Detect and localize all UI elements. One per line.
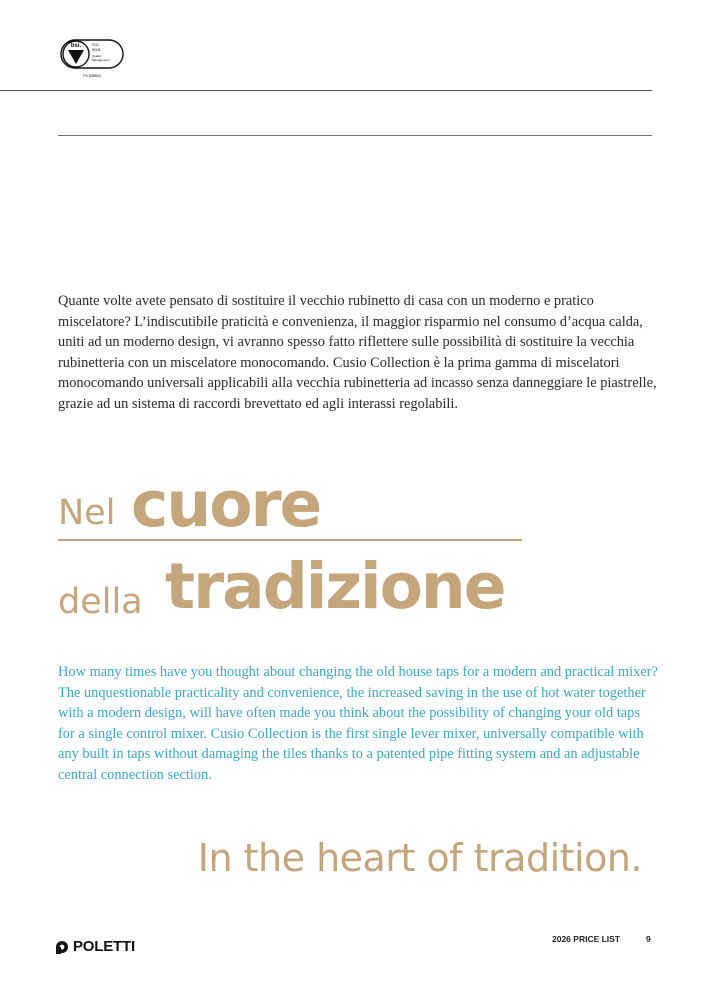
top-divider <box>0 90 652 91</box>
poletti-mark-icon <box>55 940 71 954</box>
english-tagline: In the heart of tradition. <box>197 836 642 880</box>
badge-line2: 9001 <box>92 47 101 52</box>
badge-mark: bsi. <box>70 43 82 49</box>
badge-line4: Management <box>92 58 110 62</box>
headline-word-della: della <box>58 582 143 622</box>
iso-certification-badge <box>60 38 126 80</box>
badge-cert-code: FS 558834 <box>83 74 101 78</box>
intro-paragraph-english: How many times have you thought about changing the old house taps for a modern and practical mixer? The unquestionable practicality and convenience, the increased saving in the use of hot water together with a modern design, will have often made you think about the possibility of changing your old taps for a single control mixer. Cusio Collection is the first single lever mixer, universally compatible with any built in taps without damaging the tiles thanks to a patented pipe fitting system and an adjustable central connection section. <box>58 664 658 783</box>
page-number: 9 <box>646 934 651 944</box>
badge-line3: Quality <box>92 54 102 58</box>
section-divider <box>58 135 652 136</box>
brand-logo <box>55 938 135 955</box>
headline-divider <box>58 539 522 541</box>
headline-word-nel: Nel <box>58 493 116 533</box>
badge-line1: ISO <box>92 42 99 47</box>
brand-name: POLETTI <box>73 938 135 955</box>
intro-paragraph-italian: Quante volte avete pensato di sostituire il vecchio rubinetto di casa con un moderno e pratico miscelatore? L’indiscutibile praticità e convenienza, il maggior risparmio nel consumo d’acqua calda, uniti ad un moderno design, vi avranno spesso fatto riflettere sulle possibilità di sostituire la vecchia rubinetteria con un miscelatore monocomando. Cusio Collection è la prima gamma di miscelatori monocomando universali applicabili alla vecchia rubinetteria ad incasso senza danneggiare le piastrelle, grazie ad un sistema di raccordi brevettato ed agli interassi regolabili. <box>58 293 657 412</box>
headline-word-cuore: cuore <box>131 468 321 541</box>
price-list-label: 2026 PRICE LIST <box>552 934 621 944</box>
headline-word-tradizione: tradizione <box>165 550 505 623</box>
